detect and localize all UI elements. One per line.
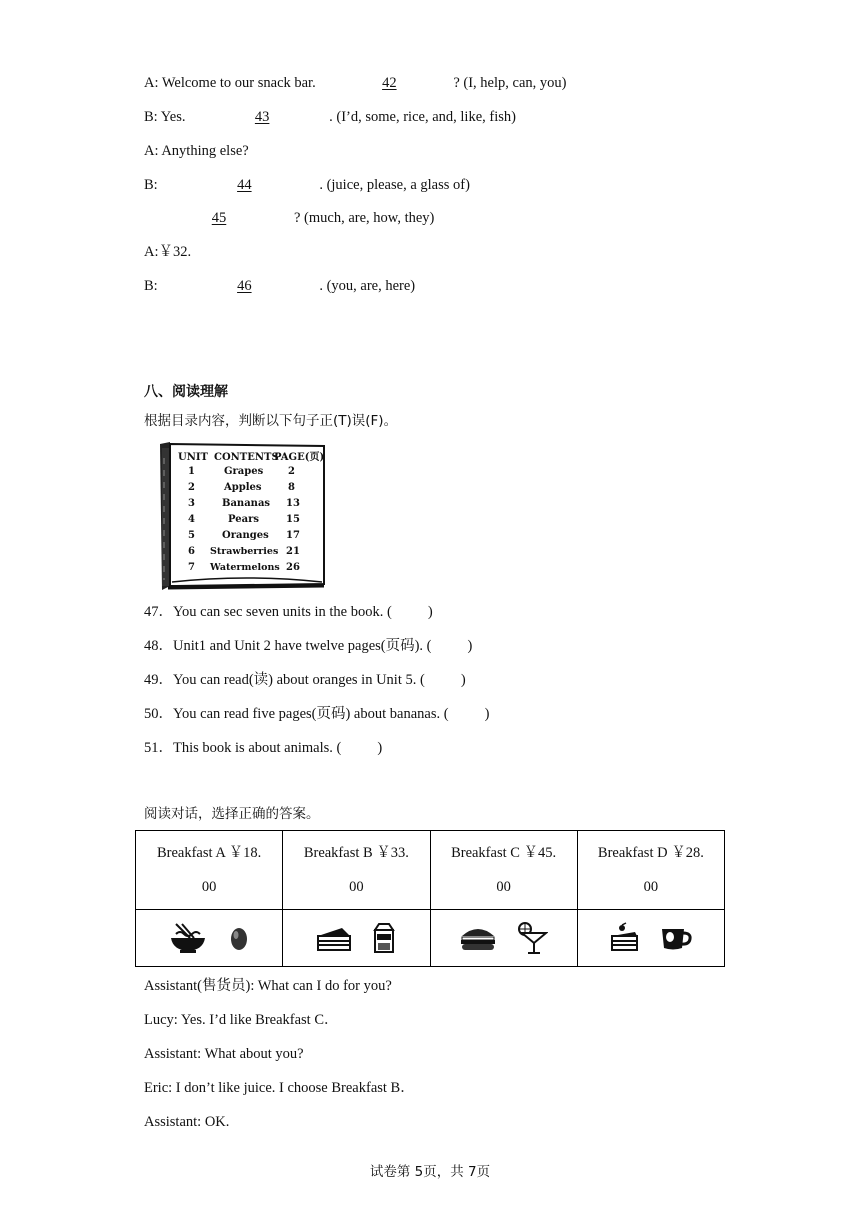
dialogue-line: Eric: I don’t like juice. I choose Breakfast B． xyxy=(144,1080,415,1096)
book-unit: 1 xyxy=(188,466,195,477)
book-page-num: 21 xyxy=(286,546,300,557)
section-title: 八、阅读理解 xyxy=(144,384,228,400)
page-footer: 试卷第 5页，共 7页 xyxy=(369,1164,491,1180)
blank-42[interactable]: 42 xyxy=(382,75,397,91)
breakfast-c-pictures xyxy=(430,910,577,967)
section-instruction: 根据目录内容，判断以下句子正(T)误(F)。 xyxy=(144,413,398,429)
breakfast-a-cell: Breakfast A ￥18. 00 xyxy=(136,831,283,910)
book-contents-image xyxy=(156,440,328,592)
book-page-num: 2 xyxy=(288,466,295,477)
egg-icon xyxy=(228,924,250,952)
book-page-num: 8 xyxy=(288,482,295,493)
breakfast-d-cell: Breakfast D ￥28. 00 xyxy=(577,831,724,910)
noodle-bowl-icon xyxy=(168,922,208,954)
breakfast-b-cell: Breakfast B ￥33. 00 xyxy=(283,831,430,910)
milk-carton-icon xyxy=(371,922,397,954)
question-48: 48．Unit1 and Unit 2 have twelve pages(页码). ( ) xyxy=(144,638,473,654)
dialogue-line: Assistant: OK. xyxy=(144,1114,230,1130)
breakfast-b-pictures xyxy=(283,910,430,967)
breakfast-c-cell: Breakfast C ￥45. 00 xyxy=(430,831,577,910)
question-47: 47．You can sec seven units in the book. ( ) xyxy=(144,604,433,620)
book-content: Bananas xyxy=(222,498,271,509)
book-header-unit: UNIT xyxy=(178,452,208,463)
book-header-contents: CONTENTS xyxy=(214,452,279,463)
question-50: 50．You can read five pages(页码) about bananas. ( ) xyxy=(144,706,490,722)
book-unit: 7 xyxy=(188,562,195,573)
dialogue-line-anything-else: A: Anything else? xyxy=(144,143,249,159)
blank-44[interactable]: 44 xyxy=(237,177,252,193)
dialogue-line-44: B: 44 . (juice, please, a glass of) xyxy=(144,177,470,193)
book-content: Grapes xyxy=(224,466,264,477)
dialogue-line: Lucy: Yes. I’d like Breakfast C． xyxy=(144,1012,339,1028)
book-header-page: PAGE(页) xyxy=(274,452,325,463)
reading-instruction: 阅读对话，选择正确的答案。 xyxy=(144,806,320,822)
book-page-num: 15 xyxy=(286,514,300,525)
dialogue-line-43: B: Yes. 43 . (I’d, some, rice, and, like, fish) xyxy=(144,109,516,125)
book-content: Pears xyxy=(228,514,259,525)
book-content: Apples xyxy=(224,482,262,493)
book-content: Strawberries xyxy=(210,546,279,557)
blank-46[interactable]: 46 xyxy=(237,278,252,294)
breakfast-a-pictures xyxy=(136,910,283,967)
question-51: 51．This book is about animals. ( ) xyxy=(144,740,383,756)
book-page-num: 13 xyxy=(286,498,300,509)
book-unit: 6 xyxy=(188,546,195,557)
book-content: Oranges xyxy=(222,530,269,541)
breakfast-table xyxy=(135,830,725,967)
book-unit: 2 xyxy=(188,482,195,493)
book-unit: 4 xyxy=(188,514,195,525)
dialogue-line-42: A: Welcome to our snack bar. 42 ? (I, help, can, you) xyxy=(144,75,567,91)
blank-43[interactable]: 43 xyxy=(254,109,270,125)
cup-icon xyxy=(659,924,693,952)
blank-45[interactable]: 45 xyxy=(211,210,227,226)
question-49: 49．You can read(读) about oranges in Unit 5. ( ) xyxy=(144,672,466,688)
dialogue-line: Assistant(售货员): What can I do for you? xyxy=(144,978,392,994)
book-unit: 3 xyxy=(188,498,195,509)
dialogue-line-45: 45 ? (much, are, how, they) xyxy=(144,208,434,228)
breakfast-d-pictures xyxy=(577,910,724,967)
book-content: Watermelons xyxy=(210,562,280,573)
cake-slice-icon xyxy=(316,924,352,952)
hamburger-icon xyxy=(459,924,497,952)
book-unit: 5 xyxy=(188,530,195,541)
dialogue-line: Assistant: What about you? xyxy=(144,1046,304,1062)
dialogue-line-46: B: 46 . (you, are, here) xyxy=(144,278,416,294)
book-page-num: 26 xyxy=(286,562,300,573)
dialogue-line-price: A:￥32. xyxy=(144,244,192,260)
book-page-num: 17 xyxy=(286,530,300,541)
cake-icon xyxy=(609,922,639,954)
juice-glass-icon xyxy=(516,921,548,955)
